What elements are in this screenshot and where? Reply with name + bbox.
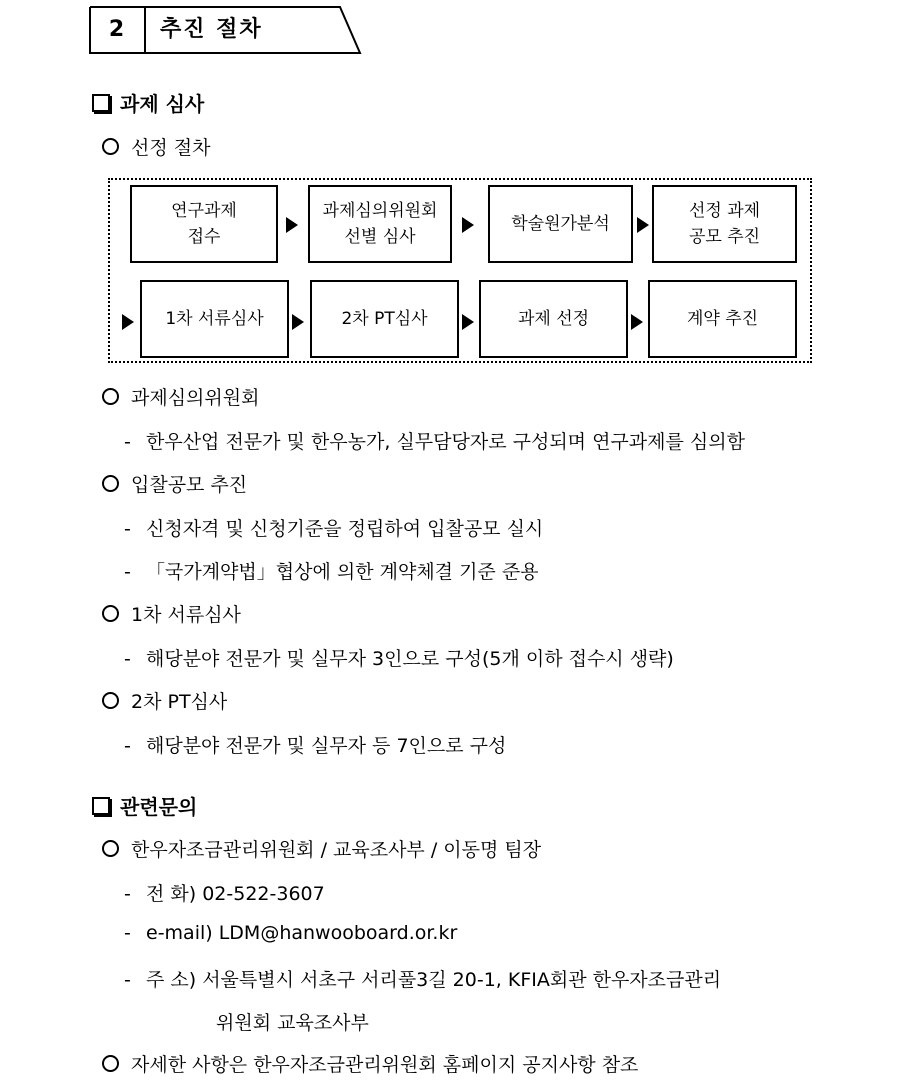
review-heading [92, 88, 204, 117]
contact-email-text: e-mail) LDM@hanwooboard.or.kr [146, 922, 458, 944]
review-detail-text: 한우산업 전문가 및 한우농가, 실무담당자로 구성되며 연구과제를 심의함 [146, 431, 745, 453]
review-item-title: 입찰공모 추진 [131, 474, 248, 496]
circle-bullet-icon [102, 605, 119, 622]
flow-step: 학술원가분석 [488, 185, 633, 263]
selection-label [102, 133, 210, 160]
flow-step: 2차 PT심사 [310, 280, 459, 358]
review-heading-text: 과제 심사 [120, 92, 205, 116]
review-item-committee [102, 383, 259, 410]
contact-note [102, 1050, 638, 1077]
flow-arrow-icon [631, 314, 643, 330]
circle-bullet-icon [102, 388, 119, 405]
circle-bullet-icon [102, 475, 119, 492]
contact-address-cont [216, 1008, 369, 1035]
contact-heading [92, 791, 197, 820]
flow-arrow-icon [286, 217, 298, 233]
section-header [88, 5, 363, 55]
selection-flow-diagram [108, 178, 812, 363]
review-item-title: 2차 PT심사 [131, 691, 228, 713]
contact-address-line2: 위원회 교육조사부 [216, 1012, 369, 1034]
review-detail: - 「국가계약법」협상에 의한 계약체결 기준 준용 [124, 561, 539, 583]
selection-label-text: 선정 절차 [131, 137, 211, 159]
review-detail-text: 해당분야 전문가 및 실무자 등 7인으로 구성 [146, 735, 507, 757]
flow-step: 선정 과제 공모 추진 [652, 185, 797, 263]
circle-bullet-icon [102, 840, 119, 857]
flow-step: 1차 서류심사 [140, 280, 289, 358]
flow-arrow-icon [462, 217, 474, 233]
contact-email: - e-mail) LDM@hanwooboard.or.kr [124, 922, 458, 944]
circle-bullet-icon [102, 138, 119, 155]
review-item-title: 1차 서류심사 [131, 604, 241, 626]
section-title: 추진 절차 [160, 17, 263, 42]
square-bullet-icon [92, 94, 110, 112]
flow-arrow-icon [462, 314, 474, 330]
contact-org-text: 한우자조금관리위원회 / 교육조사부 / 이동명 팀장 [131, 839, 542, 861]
review-detail-text: 「국가계약법」협상에 의한 계약체결 기준 준용 [146, 561, 539, 583]
review-detail: - 해당분야 전문가 및 실무자 등 7인으로 구성 [124, 735, 507, 757]
review-item-pt-review [102, 687, 227, 714]
section-number: 2 [108, 17, 125, 42]
contact-phone-text: 전 화) 02-522-3607 [146, 883, 325, 905]
review-detail: - 신청자격 및 신청기준을 정립하여 입찰공모 실시 [124, 518, 544, 540]
contact-address: - 주 소) 서울특별시 서초구 서리풀3길 20-1, KFIA회관 한우자조금관리 [124, 969, 722, 991]
contact-address-line1: 주 소) 서울특별시 서초구 서리풀3길 20-1, KFIA회관 한우자조금관리 [146, 969, 722, 991]
review-detail: - 해당분야 전문가 및 실무자 3인으로 구성(5개 이하 접수시 생략) [124, 648, 674, 670]
contact-heading-text: 관련문의 [120, 795, 198, 819]
flow-arrow-icon [292, 314, 304, 330]
flow-step: 연구과제 접수 [130, 185, 278, 263]
flow-arrow-icon [637, 217, 649, 233]
review-item-document-review [102, 600, 241, 627]
review-detail-text: 신청자격 및 신청기준을 정립하여 입찰공모 실시 [146, 518, 544, 540]
flow-step: 과제심의위원회 선별 심사 [308, 185, 452, 263]
flow-arrow-icon [122, 314, 134, 330]
review-detail-text: 해당분야 전문가 및 실무자 3인으로 구성(5개 이하 접수시 생략) [146, 648, 674, 670]
square-bullet-icon [92, 797, 110, 815]
contact-org [102, 835, 541, 862]
contact-note-text: 자세한 사항은 한우자조금관리위원회 홈페이지 공지사항 참조 [131, 1054, 639, 1076]
review-item-bidding [102, 470, 247, 497]
circle-bullet-icon [102, 1055, 119, 1072]
circle-bullet-icon [102, 692, 119, 709]
flow-step: 계약 추진 [648, 280, 797, 358]
review-detail: - 한우산업 전문가 및 한우농가, 실무담당자로 구성되며 연구과제를 심의함 [124, 431, 745, 453]
review-item-title: 과제심의위원회 [131, 387, 260, 409]
flow-step: 과제 선정 [479, 280, 628, 358]
contact-phone: - 전 화) 02-522-3607 [124, 883, 325, 905]
